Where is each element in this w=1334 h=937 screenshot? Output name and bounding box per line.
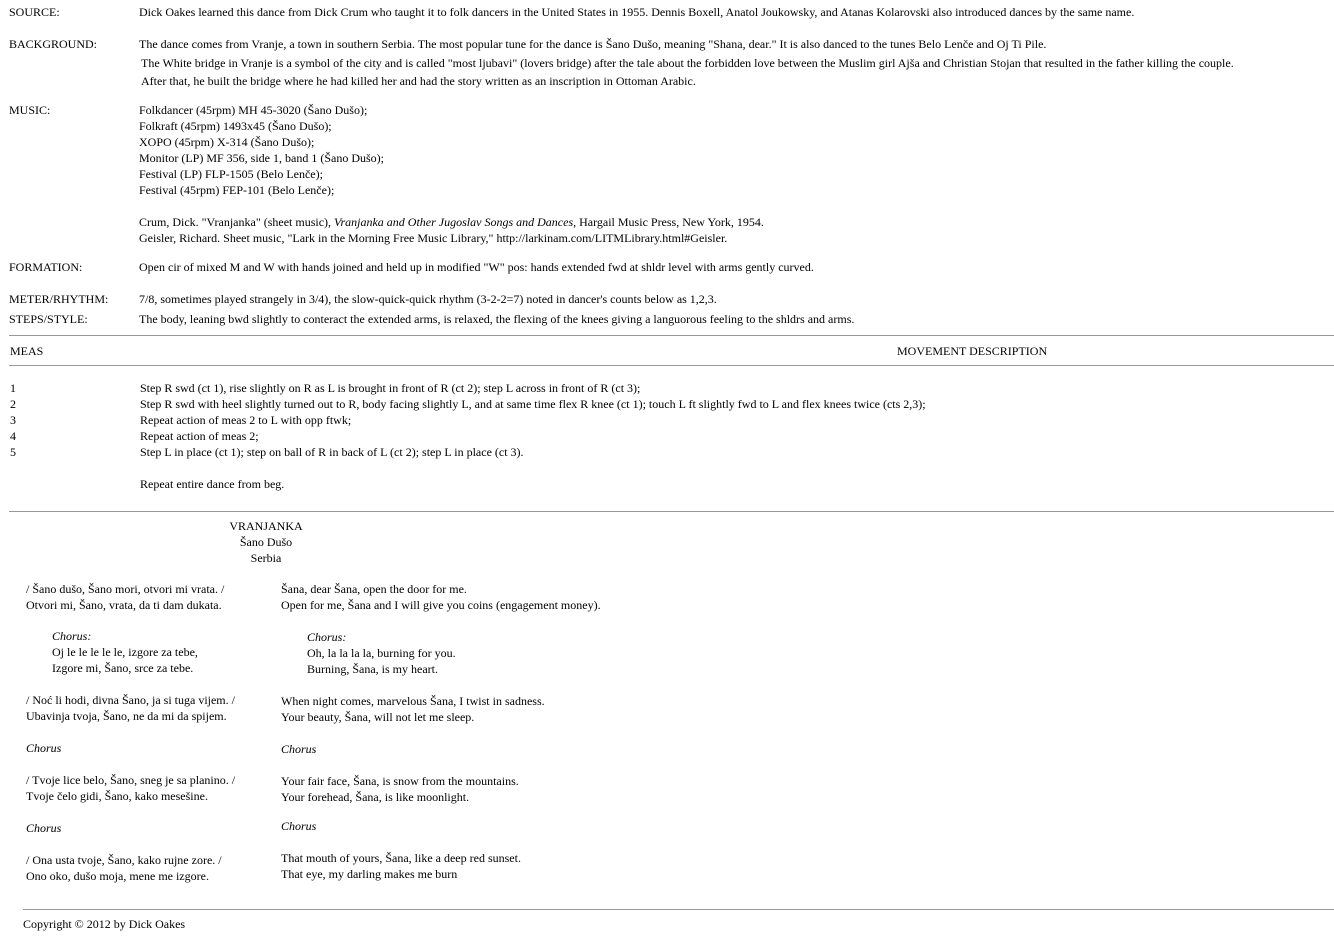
background-label: BACKGROUND: [9,37,98,51]
background-text-line-1: The dance comes from Vranje, a town in southern Serbia. The most popular tune for the dance is Šano Dušo, meaning "Shana, dear." It is also danced to the tunes Belo Lenče and Oj Ti Pile. [139,37,1047,51]
lyric-line: Your forehead, Šana, is like moonlight. [281,790,470,804]
lyric-line: When night comes, marvelous Šana, I twist in sadness. [281,694,545,708]
meas-number: 5 [10,445,16,459]
song-title: VRANJANKA [229,519,303,533]
lyric-line: Ono oko, dušo moja, mene me izgore. [26,869,209,883]
sheet-music-crum-prefix: Crum, Dick. "Vranjanka" (sheet music), [139,215,335,229]
steps-text: The body, leaning bwd slightly to conteract the extended arms, is relaxed, the flexing of the knees giving a languorous feeling to the shldrs and arms. [139,312,855,326]
lyric-line: Otvori mi, Šano, vrata, da ti dam dukata. [26,598,222,612]
divider [9,511,1334,512]
song-region: Serbia [250,551,282,565]
meas-number: 3 [10,413,16,427]
verse-2-original [26,692,235,724]
song-subtitle: Šano Dušo [239,535,293,549]
chorus-label: Chorus: [52,629,92,643]
movement-step: Step R swd (ct 1), rise slightly on R as L is brought in front of R (ct 2); step L across in front of R (ct 3); [140,381,641,395]
sheet-music-crum-suffix: , Hargail Music Press, New York, 1954. [573,215,764,229]
lyric-line: That mouth of yours, Šana, like a deep red sunset. [281,851,521,865]
sheet-music-crum [139,214,764,230]
formation-text: Open cir of mixed M and W with hands joined and held up in modified "W" pos: hands extended fwd at shldr level with arms gently curved. [139,260,814,274]
repeat-instruction: Repeat entire dance from beg. [140,477,285,491]
chorus-reference: Chorus [281,742,317,756]
meas-header: MEAS [10,344,44,358]
chorus-translation [307,629,456,677]
music-label: MUSIC: [9,103,51,117]
verse-3-translation [281,773,519,805]
background-text-line-3: After that, he built the bridge where he had killed her and had the story written as an inscription in Ottoman Arabic. [141,74,696,88]
chorus-label: Chorus: [307,630,347,644]
music-record: Festival (LP) FLP-1505 (Belo Lenče); [139,167,323,181]
verse-4-original [26,852,222,884]
verse-1-translation [281,581,601,613]
copyright-notice: Copyright © 2012 by Dick Oakes [23,917,186,931]
chorus-reference: Chorus [281,819,317,833]
verse-3-original [26,772,235,804]
lyric-line: Oj le le le le le, izgore za tebe, [52,645,198,659]
lyric-line: Šana, dear Šana, open the door for me. [281,582,467,596]
lyric-line: Your fair face, Šana, is snow from the mountains. [281,774,519,788]
lyric-line: That eye, my darling makes me burn [281,867,458,881]
divider [23,909,1334,910]
verse-2-translation [281,693,545,725]
movement-step: Step R swd with heel slightly turned out to R, body facing slightly L, and at same time flex R knee (ct 1); touch L ft slightly fwd to L and flex knees twice (cts 2,3); [140,397,926,411]
music-record: Festival (45rpm) FEP-101 (Belo Lenče); [139,183,335,197]
source-label: SOURCE: [9,5,60,19]
chorus-original [52,628,198,676]
formation-label: FORMATION: [9,260,83,274]
chorus-reference: Chorus [26,741,62,755]
divider [9,365,1334,366]
chorus-reference: Chorus [26,821,62,835]
movement-step: Step L in place (ct 1); step on ball of R in back of L (ct 2); step L in place (ct 3). [140,445,524,459]
divider [9,335,1334,336]
meas-number: 2 [10,397,16,411]
music-record: Folkraft (45rpm) 1493x45 (Šano Dušo); [139,119,332,133]
verse-1-original [26,581,224,613]
lyric-line: Ubavinja tvoja, Šano, ne da mi da spijem. [26,709,227,723]
music-record: XOPO (45rpm) X-314 (Šano Dušo); [139,135,315,149]
lyric-line: Your beauty, Šana, will not let me sleep. [281,710,475,724]
lyric-line: Tvoje čelo gidi, Šano, kako mesešine. [26,789,208,803]
music-record: Folkdancer (45rpm) MH 45-3020 (Šano Dušo); [139,103,368,117]
movement-step: Repeat action of meas 2 to L with opp ftwk; [140,413,352,427]
music-records-list [139,102,384,198]
meas-number: 4 [10,429,16,443]
meas-number: 1 [10,381,16,395]
meter-label: METER/RHYTHM: [9,292,109,306]
verse-4-translation [281,850,521,882]
movement-step: Repeat action of meas 2; [140,429,259,443]
sheet-music-crum-title: Vranjanka and Other Jugoslav Songs and Dances [334,215,574,229]
background-text-line-2: The White bridge in Vranje is a symbol of the city and is called "most ljubavi" (lovers bridge) after the tale about the forbidden love between the Muslim girl Ajša and Christian Stojan that resulted in the father killing the couple. [141,56,1234,70]
lyric-line: / Noć li hodi, divna Šano, ja si tuga vijem. / [26,693,235,707]
lyric-line: Burning, Šana, is my heart. [307,662,438,676]
sheet-music-geisler: Geisler, Richard. Sheet music, "Lark in the Morning Free Music Library," http://larkinam.com/LITMLibrary.html#Geisler. [139,231,728,245]
movement-description-header: MOVEMENT DESCRIPTION [897,344,1048,358]
lyric-line: Oh, la la la la, burning for you. [307,646,456,660]
lyric-line: / Šano dušo, Šano mori, otvori mi vrata. / [26,582,225,596]
music-record: Monitor (LP) MF 356, side 1, band 1 (Šano Dušo); [139,151,384,165]
lyric-line: Izgore mi, Šano, srce za tebe. [52,661,194,675]
source-text: Dick Oakes learned this dance from Dick Crum who taught it to folk dancers in the United States in 1955. Dennis Boxell, Anatol Joukowsky, and Atanas Kolarovski also introduced dances by the same name. [139,5,1135,19]
lyric-line: / Ona usta tvoje, Šano, kako rujne zore. / [26,853,222,867]
steps-label: STEPS/STYLE: [9,312,88,326]
lyric-line: / Tvoje lice belo, Šano, sneg je sa planino. / [26,773,236,787]
meter-text: 7/8, sometimes played strangely in 3/4), the slow-quick-quick rhythm (3-2-2=7) noted in dancer's counts below as 1,2,3. [139,292,717,306]
lyric-line: Open for me, Šana and I will give you coins (engagement money). [281,598,601,612]
